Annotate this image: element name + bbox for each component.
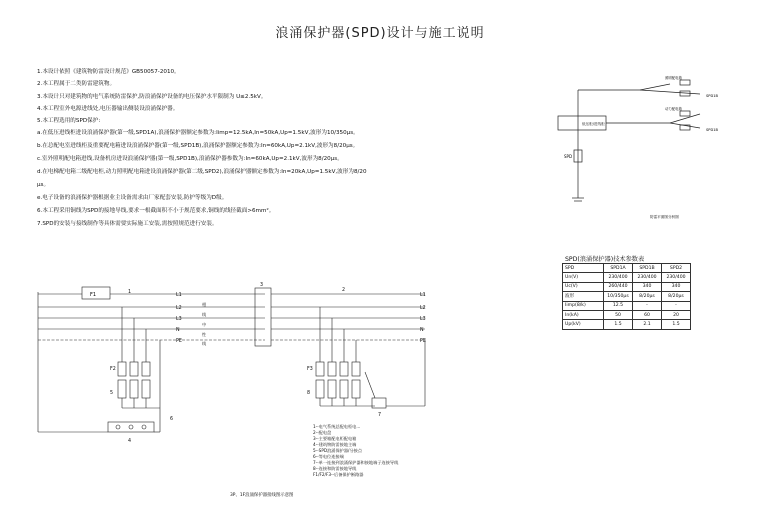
phase-label-l2: L2 [176,306,182,311]
note-7: 7.SPD的安装与接线制作等具体需要实际施工安装,需按照规范进行安装。 [37,221,218,227]
table-header-cell: SPD [563,264,604,273]
table-cell: In(kA) [563,310,604,319]
table-cell: - [633,301,662,310]
table-cell: 230/400 [662,273,691,282]
table-cell: Iimp(8/k) [563,301,604,310]
legend-item: 7--单一连接到浪涌保护器和接地端子连接导线 [313,460,399,465]
part-number-5: 5 [110,391,114,396]
part-number-8: 8 [307,391,311,396]
table-row [563,301,691,310]
riser-out1: SPD1B [706,94,718,98]
table-header-cell: SPD1A [604,264,633,273]
part-number-7: 7 [378,413,382,418]
riser-mid-label: 动力配电箱 [665,107,682,111]
phase-label-pe: PE [176,339,182,344]
note-4: 4.本工程室外电源进线处,电压器输出侧装设浪涌保护器。 [37,106,179,112]
vertical-char: 相 [202,302,207,307]
riser-caption: 防雷平面图分析图 [650,215,679,219]
vertical-char: 中 [202,322,207,327]
spd-parameter-table [562,263,691,330]
note-3: 3.本设计只对建筑物的电气系统防雷保护,防浪涌保护设备的电压保护水平限制为 U≤2.5kV。 [37,94,267,100]
riser-box-label: 低压柜/进线柜 [582,122,605,126]
riser-diagram [550,70,750,230]
legend-item: 8--连接和防雷接地导线 [313,466,357,471]
part-number-3: 3 [260,283,264,288]
table-cell: 8/20μs [633,292,662,301]
note-5c: c.室外照明配电箱进线,设备机房进设浪涌保护器(第一级,SPD1B),浪涌保护器参数为:In=60kA,Up=2.1kV,波形为8/20μs。 [37,156,343,162]
part-number-4: 4 [128,439,132,444]
table-header-row [563,264,691,273]
table-cell: Un(V) [563,273,604,282]
table-cell: 260/440 [604,282,633,291]
right-phase-label-l3: L3 [420,317,426,322]
page-title: 浪涌保护器(SPD)设计与施工说明 [275,26,485,41]
diagram-caption: 3P、1F浪涌保护器接线图示意图 [230,493,294,498]
table-cell: 340 [662,282,691,291]
table-row [563,282,691,291]
legend-item: 1--电气系统总配电柜电... [313,424,361,429]
note-5d-cont: μs。 [37,182,50,188]
note-1: 1.本设计依照《建筑物防雷设计规范》GB50057-2010。 [37,69,180,75]
table-header-cell: SPD2 [662,264,691,273]
note-5e: e.电子设备的浪涌保护器根据业主设备需求由厂家配套安装,防护等级为D级。 [37,195,228,201]
table-header-cell: SPD1B [633,264,662,273]
table-cell: 20 [662,310,691,319]
phase-label-l1: L1 [176,293,182,298]
breaker-f1-label: F1 [90,292,97,298]
table-cell: 60 [633,310,662,319]
table-cell: 波形 [563,292,604,301]
vertical-char: 性 [202,332,207,337]
part-number-1: 1 [128,290,132,295]
note-2: 2.本工程属于二类防雷建筑物。 [37,81,116,87]
note-5b: b.在总配电室进线柜及重要配电箱进设浪涌保护器(第一级,SPD1B),浪涌保护器额定参数为:In=60kA,Up=2.1kV,波形为8/20μs。 [37,143,359,149]
table-cell: 8/20μs [662,292,691,301]
right-phase-label-pe: PE [420,339,426,344]
phase-label-n: N [176,328,180,333]
legend-item: 6--等电位连接端 [313,454,344,459]
table-cell: Uc(V) [563,282,604,291]
note-5a: a.在低压进线柜进设浪涌保护器(第一级,SPD1A),浪涌保护器额定参数为:Iimp=12.5kA,In=50kA,Up=1.5kV,波形为10/350μs。 [37,130,359,136]
part-number-2: 2 [342,288,346,293]
right-phase-label-l2: L2 [420,306,426,311]
table-cell: - [662,301,691,310]
table-cell: 2.1 [633,320,662,329]
fuse-f3-label: F3 [307,367,313,372]
note-5d: d.在电梯配电箱二级配电柜,动力照明配电箱进设浪涌保护器(第二级,SPD2),浪涌保护器额定参数为:In=20kA,Up=1.5kV,波形为8/20 [37,169,367,175]
vertical-char: 线 [202,312,207,317]
spd-wiring-schematic [30,282,440,452]
table-title: SPD(浪涌保护器)技术参数表 [565,256,645,263]
table-cell: 12.5 [604,301,633,310]
table-row [563,273,691,282]
table-cell: 230/400 [633,273,662,282]
legend-item: F1/F2/F3--后备保护断路器 [313,472,364,477]
right-phase-label-n: N [420,328,424,333]
riser-out2: SPD1B [706,128,718,132]
legend-item: 2--配电盘 [313,430,332,435]
table-row [563,292,691,301]
right-phase-label-l1: L1 [420,293,426,298]
legend-item: 4--建筑物防雷接地主端 [313,442,357,447]
table-cell: 1.5 [604,320,633,329]
legend-item: 3--主要箱配电柜配电箱 [313,436,357,441]
table-cell: 230/400 [604,273,633,282]
part-number-6: 6 [170,417,174,422]
table-cell: Up(kV) [563,320,604,329]
table-cell: 10/350μs [604,292,633,301]
riser-spd-label: SPD [564,154,573,159]
vertical-char: 线 [202,341,207,346]
table-cell: 50 [604,310,633,319]
note-5: 5.本工程选用的SPD保护: [37,118,101,124]
table-cell: 1.5 [662,320,691,329]
riser-top-label: 照明配电箱 [665,76,682,80]
fuse-f2-label: F2 [110,367,116,372]
table-row [563,310,691,319]
note-6: 6.本工程采用铜线为SPD的接地导线,要求一根截面积不小于规范要求,铜线的线径截面>6mm²。 [37,208,275,214]
table-cell: 340 [633,282,662,291]
phase-label-l3: L3 [176,317,182,322]
table-row [563,320,691,329]
legend-item: 5--SPD浪涌保护器/分接点 [313,448,363,453]
